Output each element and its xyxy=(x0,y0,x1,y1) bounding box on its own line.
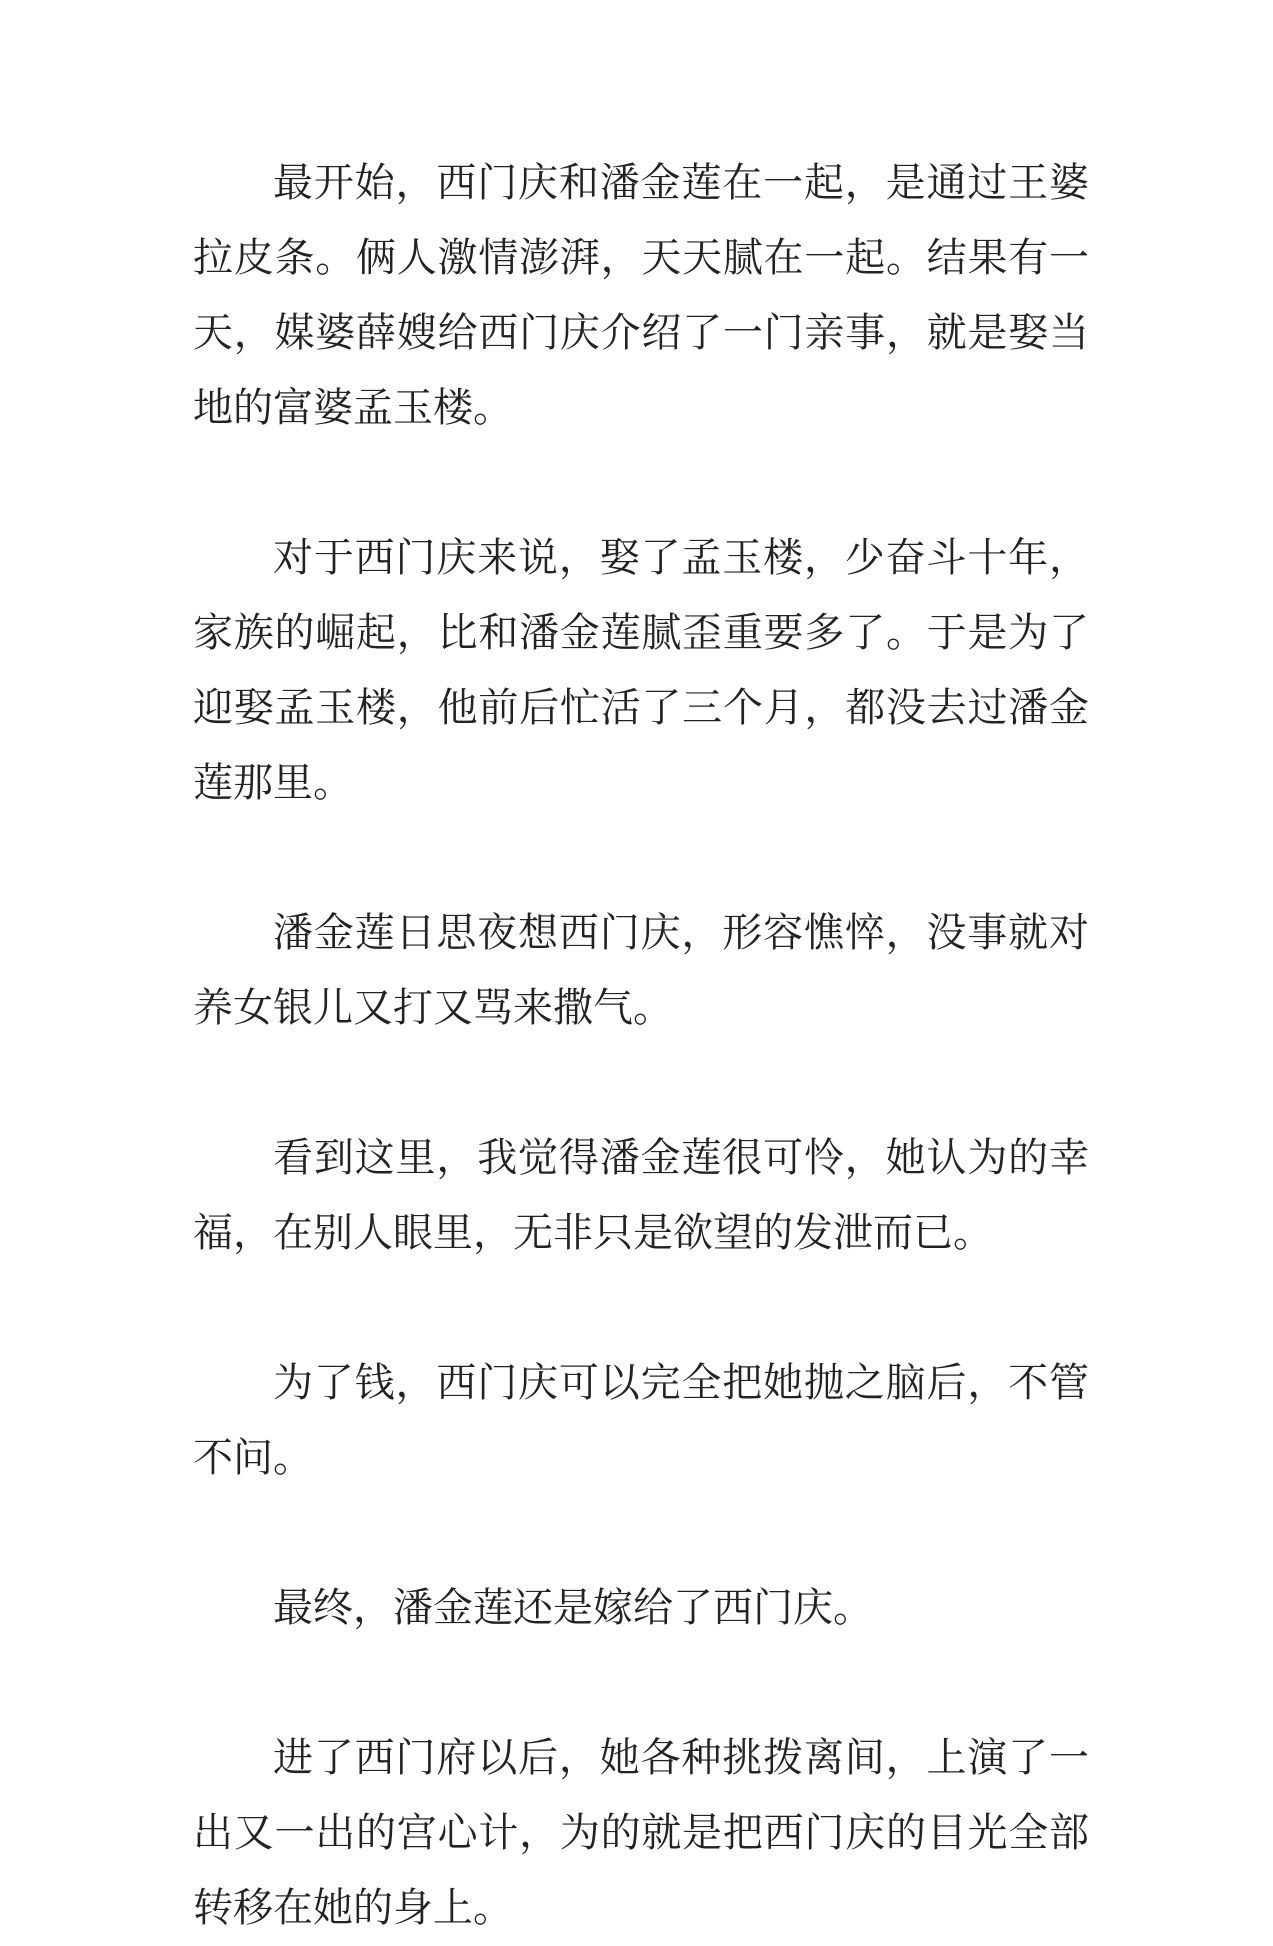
paragraph-1: 最开始，西门庆和潘金莲在一起，是通过王婆拉皮条。俩人激情澎湃，天天腻在一起。结果有一天，媒婆薛嫂给西门庆介绍了一门亲事，就是娶当地的富婆孟玉楼。 xyxy=(193,160,1089,431)
paragraph-2: 对于西门庆来说，娶了孟玉楼，少奋斗十年，家族的崛起，比和潘金莲腻歪重要多了。于是为了迎娶孟玉楼，他前后忙活了三个月，都没去过潘金莲那里。 xyxy=(193,535,1089,806)
paragraph-5: 为了钱，西门庆可以完全把她抛之脑后，不管不问。 xyxy=(193,1360,1089,1481)
document-body xyxy=(193,146,1089,1946)
paragraph-3: 潘金莲日思夜想西门庆，形容憔悴，没事就对养女银儿又打又骂来撒气。 xyxy=(193,910,1089,1031)
paragraph-4: 看到这里，我觉得潘金莲很可怜，她认为的幸福，在别人眼里，无非只是欲望的发泄而已。 xyxy=(193,1135,1089,1256)
paragraph-7: 进了西门府以后，她各种挑拨离间，上演了一出又一出的宫心计，为的就是把西门庆的目光全部转移在她的身上。 xyxy=(193,1735,1089,1931)
paragraph-6: 最终，潘金莲还是嫁给了西门庆。 xyxy=(273,1585,873,1631)
